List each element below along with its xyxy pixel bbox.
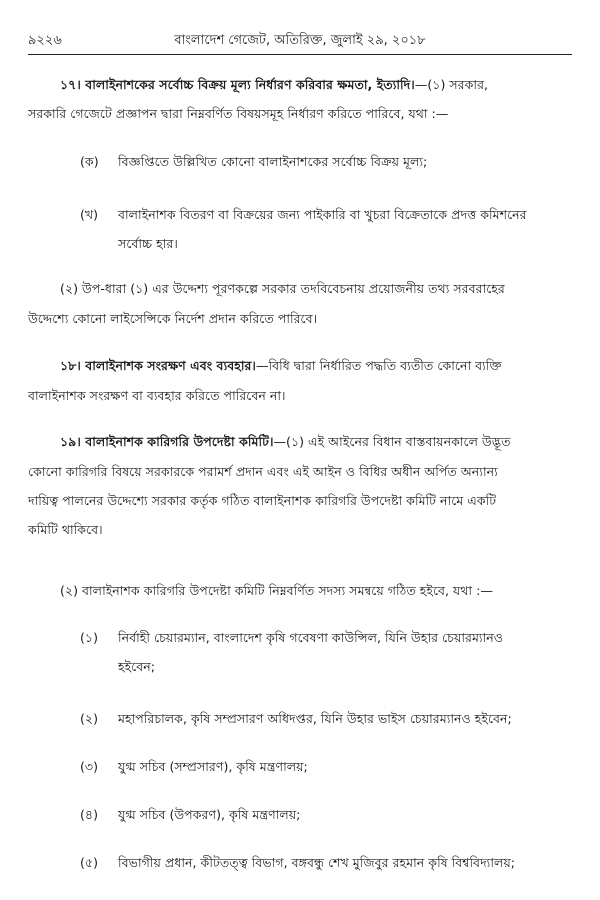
item-label: (ক) bbox=[80, 154, 99, 169]
item-text: নির্বাহী চেয়ারম্যান, বাংলাদেশ কৃষি গবেষণা কাউন্সিল, যিনি উহার চেয়ারম্যানও bbox=[118, 630, 504, 645]
item-label: (২) bbox=[80, 711, 99, 726]
section-17-heading: ১৭। বালাইনাশকের সর্বোচ্চ বিক্রয় মূল্য নির্ধারণ করিবার ক্ষমতা, ইত্যাদি। bbox=[60, 77, 415, 92]
list-item bbox=[80, 800, 572, 830]
section-17-sub2-line2: উদ্দেশ্যে কোনো লাইসেন্সিকে নির্দেশ প্রদান করিতে পারিবে। bbox=[28, 311, 318, 326]
section-19-line3: দায়িত্ব পালনের উদ্দেশ্যে সরকার কর্তৃক গঠিত বালাইনাশক কারিগরি উপদেষ্টা কমিটি নামে একটি bbox=[28, 493, 497, 508]
list-item bbox=[80, 623, 572, 683]
item-text: বিভাগীয় প্রধান, কীটতত্ত্ব বিভাগ, বঙ্গবন্ধু শেখ মুজিবুর রহমান কৃষি বিশ্ববিদ্যালয়; bbox=[118, 855, 516, 870]
section-18-line2: বালাইনাশক সংরক্ষণ বা ব্যবহার করিতে পারিবেন না। bbox=[28, 388, 286, 403]
section-19-line4: কমিটি থাকিবে। bbox=[28, 522, 103, 537]
header-rule bbox=[28, 54, 572, 55]
section-17-line2: সরকারি গেজেটে প্রজ্ঞাপন দ্বারা নিম্নবর্ণিত বিষয়সমূহ নির্ধারণ করিতে পারিবে, যথা :— bbox=[28, 106, 449, 121]
item-label: (১) bbox=[80, 630, 98, 645]
section-17-sub2-line1: (২) উপ-ধারা (১) এর উদ্দেশ্য পূরণকল্পে সরকার তদবিবেচনায় প্রয়োজনীয় তথ্য সরবরাহের bbox=[60, 281, 505, 296]
section-17: ১৭। বালাইনাশকের সর্বোচ্চ বিক্রয় মূল্য নির্ধারণ করিবার ক্ষমতা, ইত্যাদি।—(১) সরকার, bbox=[60, 77, 489, 92]
section-19-sub2-line1: (২) বালাইনাশক কারিগরি উপদেষ্টা কমিটি নিম্নবর্ণিত সদস্য সমন্বয়ে গঠিত হইবে, যথা :— bbox=[60, 583, 493, 598]
list-item bbox=[80, 704, 572, 734]
item-text: যুগ্ম সচিব (সম্প্রসারণ), কৃষি মন্ত্রণালয়; bbox=[118, 759, 308, 774]
section-18-heading: ১৮। বালাইনাশক সংরক্ষণ এবং ব্যবহার। bbox=[60, 358, 256, 373]
item-text: সর্বোচ্চ হার। bbox=[118, 236, 178, 251]
section-19-heading: ১৯। বালাইনাশক কারিগরি উপদেষ্টা কমিটি। bbox=[60, 434, 274, 449]
item-label: (৪) bbox=[80, 807, 98, 822]
section-18: ১৮। বালাইনাশক সংরক্ষণ এবং ব্যবহার।—বিধি দ্বারা নির্ধারিত পদ্ধতি ব্যতীত কোনো ব্যক্তি bbox=[60, 358, 502, 373]
item-text: বালাইনাশক বিতরণ বা বিক্রয়ের জন্য পাইকারি বা খুচরা বিক্রেতাকে প্রদত্ত কমিশনের bbox=[118, 207, 527, 222]
item-text: হইবেন; bbox=[118, 659, 155, 674]
gazette-title: বাংলাদেশ গেজেট, অতিরিক্ত, জুলাই ২৯, ২০১৮ bbox=[174, 33, 426, 48]
list-item bbox=[80, 752, 572, 782]
item-label: (৩) bbox=[80, 759, 99, 774]
section-19-line2: কোনো কারিগরি বিষয়ে সরকারকে পরামর্শ প্রদান এবং এই আইন ও বিধির অধীন অর্পিত অন্যান্য bbox=[28, 464, 498, 479]
list-item bbox=[80, 200, 572, 260]
list-item bbox=[80, 848, 572, 878]
page-header bbox=[28, 30, 572, 52]
item-label: (৫) bbox=[80, 855, 98, 870]
item-label: (খ) bbox=[80, 207, 99, 222]
item-text: মহাপরিচালক, কৃষি সম্প্রসারণ অধিদপ্তর, যিনি উহার ভাইস চেয়ারম্যানও হইবেন; bbox=[118, 711, 512, 726]
list-item bbox=[80, 147, 572, 177]
item-text: বিজ্ঞপ্তিতে উল্লিখিত কোনো বালাইনাশকের সর্বোচ্চ বিক্রয় মূল্য; bbox=[118, 154, 428, 169]
page-number: ৯২২৬ bbox=[28, 33, 62, 48]
item-text: যুগ্ম সচিব (উপকরণ), কৃষি মন্ত্রণালয়; bbox=[118, 807, 301, 822]
section-19: ১৯। বালাইনাশক কারিগরি উপদেষ্টা কমিটি।—(১) এই আইনের বিধান বাস্তবায়নকালে উদ্ভূত bbox=[60, 434, 511, 449]
